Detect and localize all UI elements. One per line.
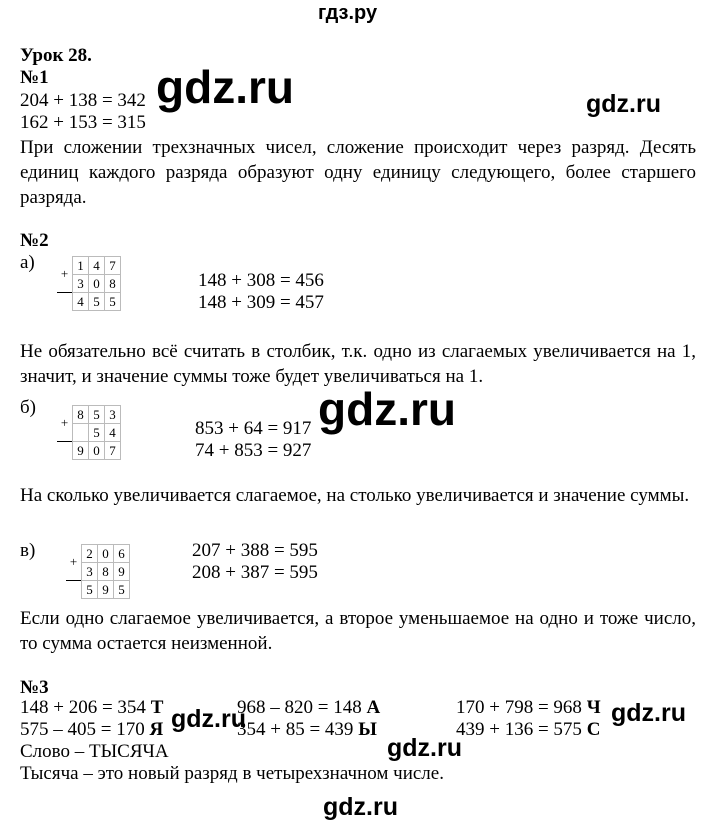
equation: 575 – 405 = 170	[20, 719, 150, 740]
plus-sign: +	[57, 257, 73, 293]
sum-digit: 5	[114, 581, 130, 599]
task3-word: Слово – ТЫСЯЧА	[20, 741, 169, 762]
watermark-small-1: gdz.ru	[586, 90, 661, 118]
task2a-label: а)	[20, 252, 35, 273]
digit: 8	[98, 563, 114, 581]
task2a-explanation: Не обязательно всё считать в столбик, т.к. одно из слагаемых увеличивается на 1, значит, и значение суммы тоже будет увеличиваться на 1.	[20, 341, 696, 387]
plus-sign: +	[66, 545, 82, 581]
header-watermark: гдз.ру	[318, 2, 378, 24]
task2b-label: б)	[20, 397, 36, 418]
task2c-explanation: Если одно слагаемое увеличивается, а второе уменьшаемое на одно и тоже число, то сумма остается неизменной.	[20, 608, 696, 654]
digit: 0	[89, 275, 105, 293]
task2a-equation-2: 148 + 309 = 457	[198, 292, 324, 313]
column-addition-a	[57, 256, 121, 311]
digit: 9	[114, 563, 130, 581]
lesson-title: Урок 28.	[20, 45, 92, 66]
task3-row1-col1	[20, 697, 163, 718]
task3-row1-col2	[237, 697, 380, 718]
task2a-equation-1: 148 + 308 = 456	[198, 270, 324, 291]
task3-conclusion: Тысяча – это новый разряд в четырехзначном числе.	[20, 763, 444, 784]
task2c-label: в)	[20, 540, 36, 561]
digit: 5	[89, 406, 105, 424]
digit: 6	[114, 545, 130, 563]
task3-row2-col2	[237, 719, 377, 740]
task2c-equation-1: 207 + 388 = 595	[192, 540, 318, 561]
task3-row2-col3	[456, 719, 600, 740]
watermark-small-4: gdz.ru	[387, 734, 462, 762]
column-addition-c	[66, 544, 130, 599]
equation: 170 + 798 = 968	[456, 697, 587, 718]
task3-label: №3	[20, 677, 49, 698]
watermark-small-2: gdz.ru	[171, 705, 246, 733]
digit: 8	[73, 406, 89, 424]
plus-sign: +	[57, 406, 73, 442]
letter: Ч	[586, 697, 601, 718]
letter: С	[586, 719, 601, 740]
equation: 968 – 820 = 148	[237, 697, 367, 718]
task2c-equation-2: 208 + 387 = 595	[192, 562, 318, 583]
letter: А	[366, 697, 381, 718]
task3-row2-col1	[20, 719, 163, 740]
digit: 0	[98, 545, 114, 563]
task2b-equation-1: 853 + 64 = 917	[195, 418, 312, 439]
digit: 1	[73, 257, 89, 275]
sum-digit: 5	[82, 581, 98, 599]
watermark-small-3: gdz.ru	[611, 699, 686, 727]
letter: Т	[150, 697, 164, 718]
watermark-large-1: gdz.ru	[156, 61, 294, 113]
digit: 4	[105, 424, 121, 442]
sum-digit: 5	[105, 293, 121, 311]
digit: 3	[105, 406, 121, 424]
task3-row1-col3	[456, 697, 601, 718]
sum-digit: 4	[73, 293, 89, 311]
digit: 3	[82, 563, 98, 581]
column-addition-b	[57, 405, 121, 460]
task1-equation-1: 204 + 138 = 342	[20, 90, 146, 111]
equation: 148 + 206 = 354	[20, 697, 151, 718]
sum-digit: 7	[105, 442, 121, 460]
letter: Ы	[358, 719, 377, 740]
digit	[73, 424, 89, 442]
digit: 5	[89, 424, 105, 442]
task1-equation-2: 162 + 153 = 315	[20, 112, 146, 133]
task2b-explanation: На сколько увеличивается слагаемое, на столько увеличивается и значение суммы.	[20, 485, 690, 506]
equation: 439 + 136 = 575	[456, 719, 587, 740]
sum-digit: 0	[89, 442, 105, 460]
watermark-small-5: gdz.ru	[323, 793, 398, 821]
sum-digit: 9	[98, 581, 114, 599]
task2b-equation-2: 74 + 853 = 927	[195, 440, 312, 461]
sum-digit: 5	[89, 293, 105, 311]
task1-label: №1	[20, 67, 49, 88]
watermark-large-2: gdz.ru	[318, 383, 456, 435]
digit: 4	[89, 257, 105, 275]
digit: 7	[105, 257, 121, 275]
digit: 2	[82, 545, 98, 563]
letter: Я	[149, 719, 164, 740]
digit: 3	[73, 275, 89, 293]
sum-digit: 9	[73, 442, 89, 460]
equation: 354 + 85 = 439	[237, 719, 359, 740]
digit: 8	[105, 275, 121, 293]
task2-label: №2	[20, 230, 49, 251]
task1-explanation: При сложении трехзначных чисел, сложение происходит через разряд. Десять единиц каждого разряда образуют одну единицу следующего, более старшего разряда.	[20, 137, 696, 208]
